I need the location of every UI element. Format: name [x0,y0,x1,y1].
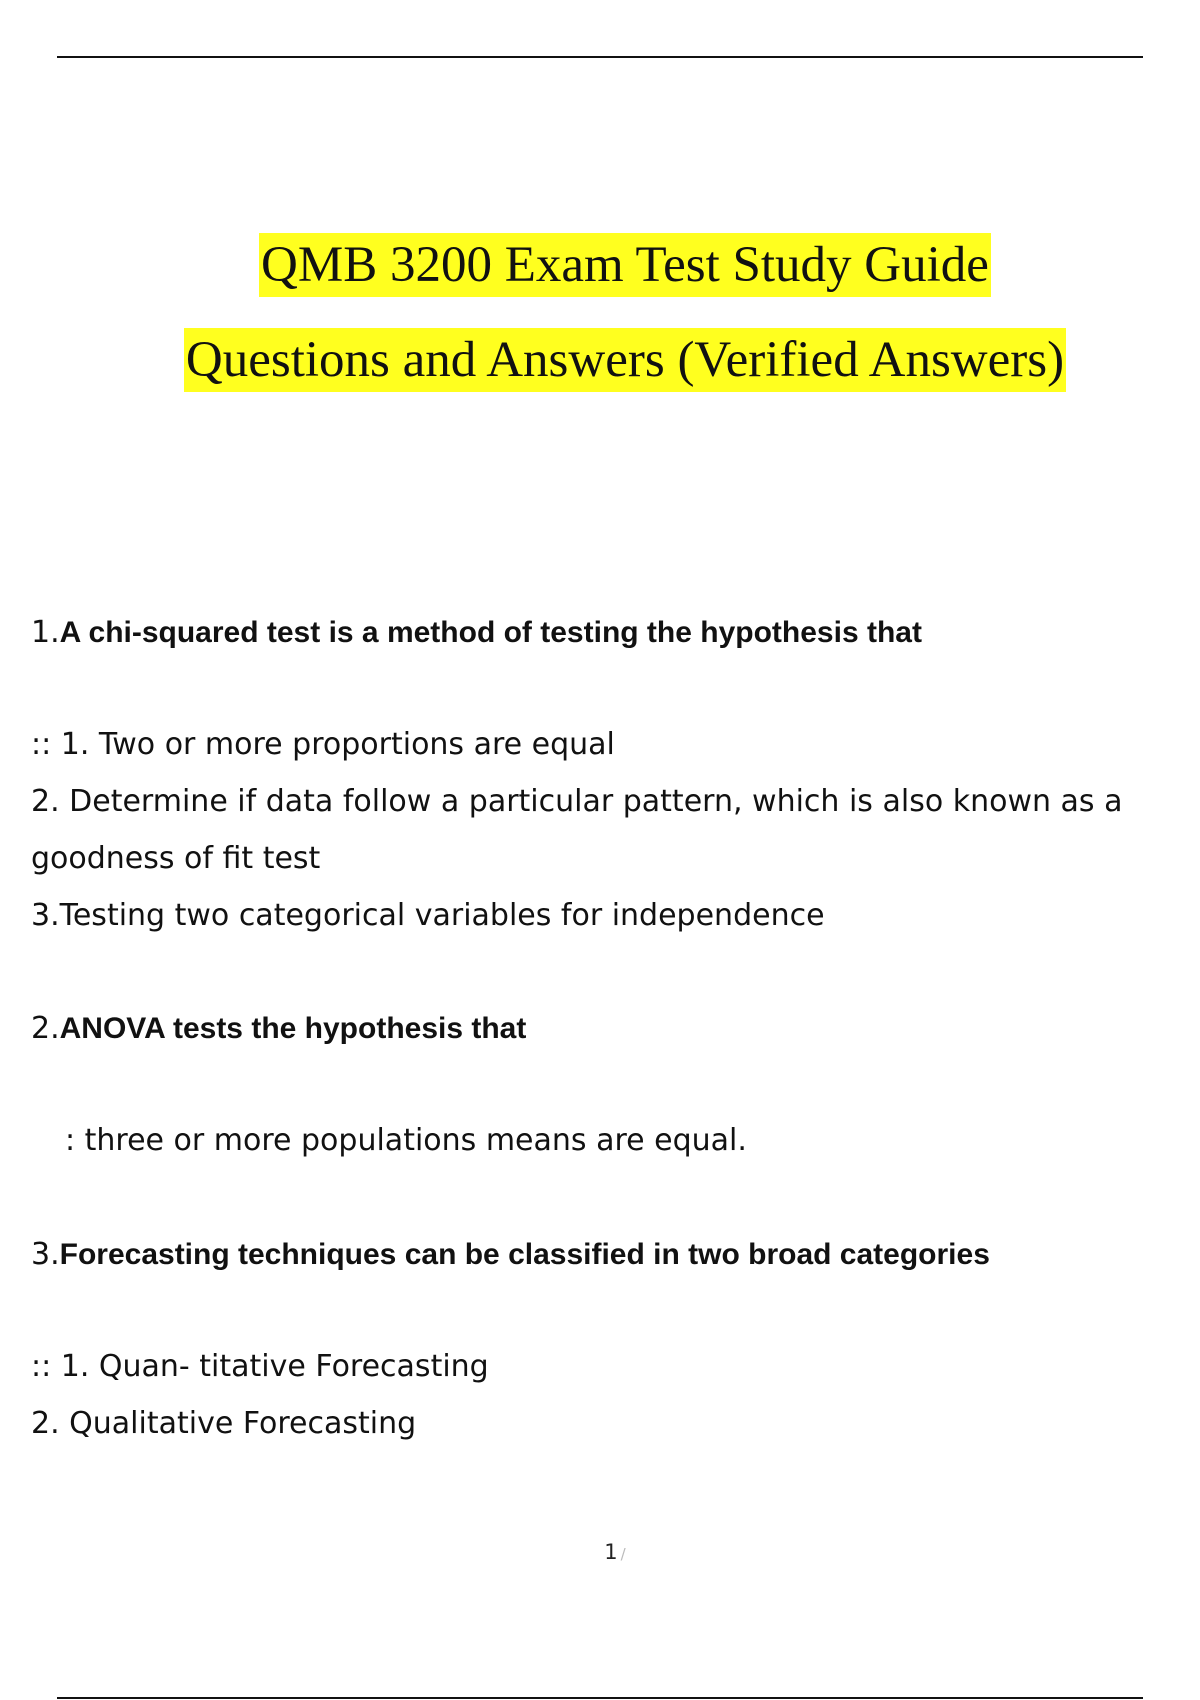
question-2-text: ANOVA tests the hypothesis that [59,1012,527,1045]
question-2-heading [31,1000,1191,1057]
question-1 [31,604,1191,661]
question-1-heading [31,604,1191,661]
answer-3-line-1: :: 1. Quan- titative Forecasting [31,1349,489,1384]
answer-1-line-2: 2. Determine if data follow a particular pattern, which is also known as a [31,784,1123,819]
page-number [0,1540,1200,1564]
question-2 [31,1000,1191,1057]
top-rule [57,56,1143,58]
title-line-2: Questions and Answers (Verified Answers) [184,328,1066,392]
question-1-number: 1. [31,615,60,650]
answer-3-line-2: 2. Qualitative Forecasting [31,1406,417,1441]
question-3-heading [31,1226,1191,1283]
question-2-number: 2. [31,1011,60,1046]
question-3-number: 3. [31,1237,60,1272]
question-3 [31,1226,1191,1283]
document-title [0,218,1200,408]
question-3-text: Forecasting techniques can be classified in two broad categories [59,1238,990,1271]
answer-1-line-3: goodness of fit test [31,841,321,876]
answer-2 [31,1112,1191,1169]
question-1-text: A chi-squared test is a method of testing the hypothesis that [59,616,922,649]
answer-1-line-4: 3.Testing two categorical variables for independence [31,898,825,933]
answer-1 [31,716,1191,944]
title-line-1: QMB 3200 Exam Test Study Guide [259,233,991,297]
bottom-rule [57,1697,1143,1699]
page-separator: / [620,1545,626,1563]
answer-2-line-1: : three or more populations means are equal. [65,1123,747,1158]
answer-3 [31,1338,1191,1452]
answer-1-line-1: :: 1. Two or more proportions are equal [31,727,615,762]
page-number-value: 1 [604,1540,618,1564]
